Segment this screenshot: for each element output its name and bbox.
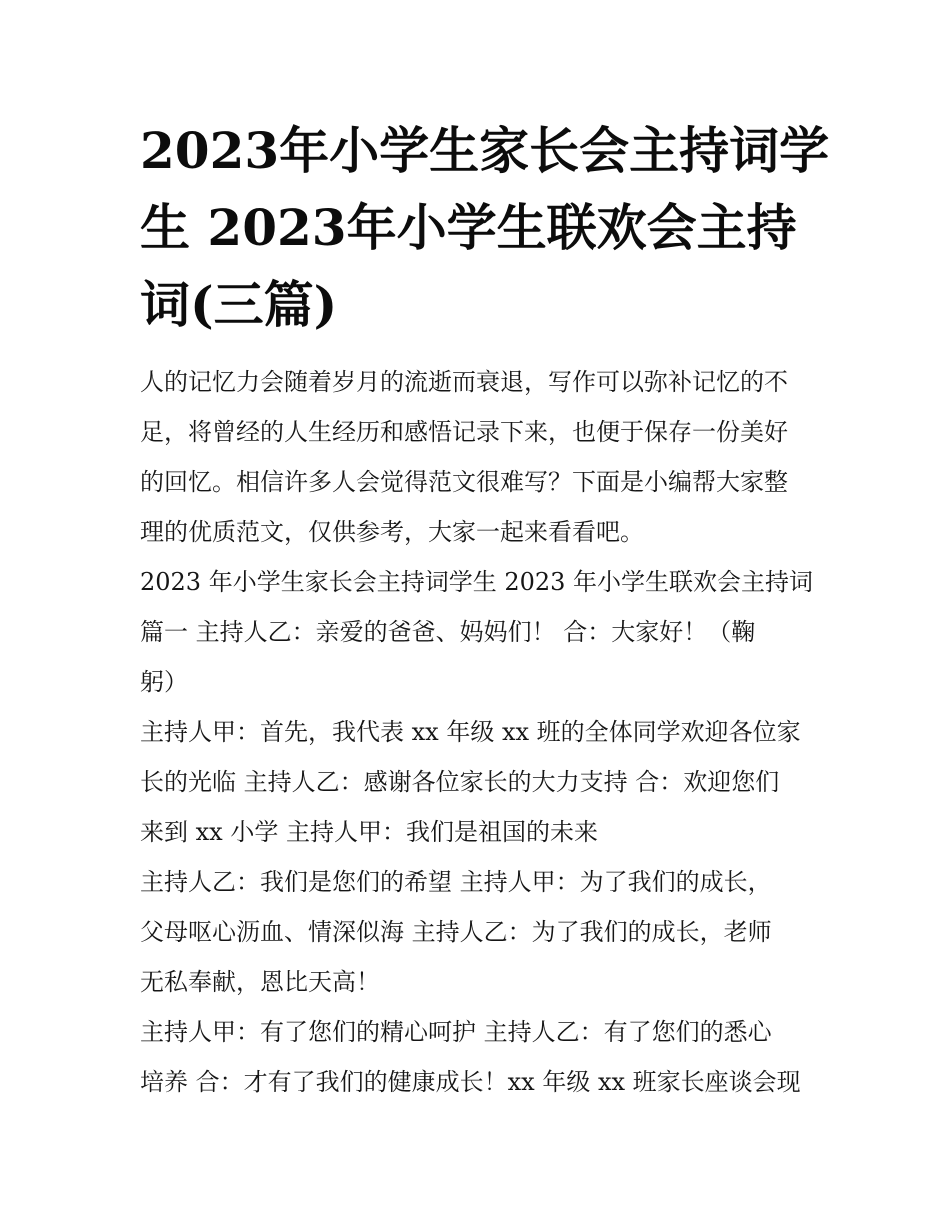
document-title — [140, 112, 830, 343]
title-line-1: 2023年小学生家长会主持词学 — [140, 121, 830, 180]
body-line-3: 的回忆。相信许多人会觉得范文很难写？下面是小编帮大家整 — [140, 468, 788, 496]
body-line-5: 2023 年小学生家长会主持词学生 2023 年小学生联欢会主持词 — [140, 568, 814, 596]
body-line-8: 主持人甲：首先，我代表 xx 年级 xx 班的全体同学欢迎各位家 — [140, 718, 801, 746]
body-line-15: 培养 合：才有了我们的健康成长！xx 年级 xx 班家长座谈会现 — [140, 1068, 801, 1096]
body-line-12: 父母呕心沥血、情深似海 主持人乙：为了我们的成长，老师 — [140, 918, 772, 946]
body-line-13: 无私奉献，恩比天高！ — [140, 968, 380, 996]
body-line-11: 主持人乙：我们是您们的希望 主持人甲：为了我们的成长， — [140, 868, 772, 896]
document-content — [140, 112, 830, 1107]
body-line-6: 篇一 主持人乙：亲爱的爸爸、妈妈们！ 合：大家好！（鞠 — [140, 618, 756, 646]
title-line-2: 生 2023年小学生联欢会主持 — [140, 198, 797, 257]
body-line-9: 长的光临 主持人乙：感谢各位家长的大力支持 合：欢迎您们 — [140, 768, 780, 796]
body-line-10: 来到 xx 小学 主持人甲：我们是祖国的未来 — [140, 818, 598, 846]
body-line-7: 躬） — [140, 668, 188, 696]
document-body — [140, 357, 812, 1107]
body-line-2: 足，将曾经的人生经历和感悟记录下来，也便于保存一份美好 — [140, 418, 788, 446]
body-line-1: 人的记忆力会随着岁月的流逝而衰退，写作可以弥补记忆的不 — [140, 368, 788, 396]
body-line-4: 理的优质范文，仅供参考，大家一起来看看吧。 — [140, 518, 644, 546]
title-line-3: 词(三篇) — [140, 275, 338, 334]
body-line-14: 主持人甲：有了您们的精心呵护 主持人乙：有了您们的悉心 — [140, 1018, 772, 1046]
